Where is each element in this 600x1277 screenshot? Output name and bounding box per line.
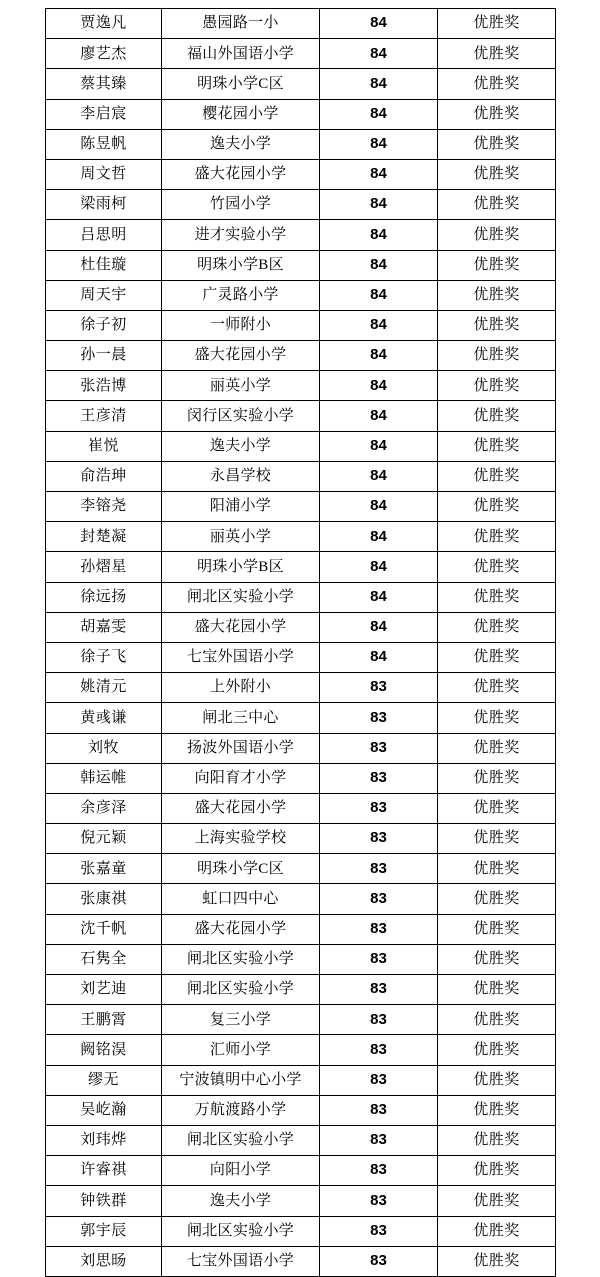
cell-score: 84: [320, 129, 438, 159]
cell-student-name: 钟铁群: [46, 1186, 162, 1216]
cell-school-name: 盛大花园小学: [162, 793, 320, 823]
cell-score: 84: [320, 310, 438, 340]
cell-student-name: 徐远扬: [46, 582, 162, 612]
cell-student-name: 俞浩珅: [46, 461, 162, 491]
cell-student-name: 余彦泽: [46, 793, 162, 823]
table-row: [46, 582, 556, 612]
cell-score: 83: [320, 1095, 438, 1125]
cell-student-name: 张康祺: [46, 884, 162, 914]
cell-award: 优胜奖: [438, 793, 556, 823]
cell-school-name: 闸北区实验小学: [162, 582, 320, 612]
cell-score: 83: [320, 944, 438, 974]
cell-school-name: 宁波镇明中心小学: [162, 1065, 320, 1095]
cell-award: 优胜奖: [438, 220, 556, 250]
cell-score: 83: [320, 1156, 438, 1186]
cell-award: 优胜奖: [438, 431, 556, 461]
cell-student-name: 崔悦: [46, 431, 162, 461]
cell-school-name: 扬波外国语小学: [162, 733, 320, 763]
cell-school-name: 向阳小学: [162, 1156, 320, 1186]
table-row: [46, 612, 556, 642]
cell-score: 83: [320, 1125, 438, 1155]
cell-award: 优胜奖: [438, 1065, 556, 1095]
cell-award: 优胜奖: [438, 461, 556, 491]
cell-award: 优胜奖: [438, 522, 556, 552]
table-row: [46, 1156, 556, 1186]
cell-score: 83: [320, 1065, 438, 1095]
table-row: [46, 220, 556, 250]
cell-school-name: 盛大花园小学: [162, 914, 320, 944]
cell-award: 优胜奖: [438, 1216, 556, 1246]
cell-award: 优胜奖: [438, 310, 556, 340]
cell-student-name: 张嘉童: [46, 854, 162, 884]
cell-award: 优胜奖: [438, 1246, 556, 1276]
table-row: [46, 1095, 556, 1125]
table-row: [46, 461, 556, 491]
cell-score: 84: [320, 220, 438, 250]
table-row: [46, 703, 556, 733]
cell-award: 优胜奖: [438, 39, 556, 69]
table-row: [46, 733, 556, 763]
cell-award: 优胜奖: [438, 944, 556, 974]
cell-school-name: 闸北区实验小学: [162, 1125, 320, 1155]
table-row: [46, 1005, 556, 1035]
table-row: [46, 159, 556, 189]
cell-award: 优胜奖: [438, 733, 556, 763]
cell-school-name: 闸北区实验小学: [162, 1216, 320, 1246]
cell-award: 优胜奖: [438, 159, 556, 189]
cell-award: 优胜奖: [438, 1005, 556, 1035]
cell-school-name: 福山外国语小学: [162, 39, 320, 69]
cell-student-name: 郭宇辰: [46, 1216, 162, 1246]
cell-score: 84: [320, 522, 438, 552]
cell-score: 84: [320, 552, 438, 582]
cell-school-name: 万航渡路小学: [162, 1095, 320, 1125]
cell-school-name: 闸北区实验小学: [162, 975, 320, 1005]
table-row: [46, 190, 556, 220]
cell-student-name: 梁雨柯: [46, 190, 162, 220]
cell-score: 84: [320, 190, 438, 220]
table-row: [46, 1065, 556, 1095]
cell-school-name: 盛大花园小学: [162, 341, 320, 371]
cell-score: 84: [320, 612, 438, 642]
cell-student-name: 封楚凝: [46, 522, 162, 552]
cell-school-name: 虹口四中心: [162, 884, 320, 914]
cell-score: 83: [320, 1216, 438, 1246]
cell-score: 84: [320, 431, 438, 461]
cell-student-name: 缪无: [46, 1065, 162, 1095]
table-row: [46, 522, 556, 552]
cell-award: 优胜奖: [438, 824, 556, 854]
table-row: [46, 492, 556, 522]
cell-student-name: 廖艺杰: [46, 39, 162, 69]
table-row: [46, 250, 556, 280]
table-row: [46, 552, 556, 582]
table-row: [46, 914, 556, 944]
cell-student-name: 刘玮烨: [46, 1125, 162, 1155]
cell-award: 优胜奖: [438, 582, 556, 612]
cell-student-name: 吕思明: [46, 220, 162, 250]
cell-student-name: 韩运帷: [46, 763, 162, 793]
cell-score: 84: [320, 341, 438, 371]
cell-student-name: 孙熠星: [46, 552, 162, 582]
cell-school-name: 盛大花园小学: [162, 612, 320, 642]
cell-school-name: 一师附小: [162, 310, 320, 340]
cell-award: 优胜奖: [438, 341, 556, 371]
cell-award: 优胜奖: [438, 401, 556, 431]
results-table: [45, 8, 556, 1277]
cell-score: 83: [320, 733, 438, 763]
cell-award: 优胜奖: [438, 642, 556, 672]
cell-score: 83: [320, 763, 438, 793]
cell-award: 优胜奖: [438, 612, 556, 642]
cell-award: 优胜奖: [438, 703, 556, 733]
cell-award: 优胜奖: [438, 673, 556, 703]
cell-school-name: 盛大花园小学: [162, 159, 320, 189]
cell-school-name: 丽英小学: [162, 522, 320, 552]
cell-score: 83: [320, 1005, 438, 1035]
cell-award: 优胜奖: [438, 371, 556, 401]
cell-score: 83: [320, 1186, 438, 1216]
cell-school-name: 闸北三中心: [162, 703, 320, 733]
cell-score: 84: [320, 99, 438, 129]
table-row: [46, 1216, 556, 1246]
table-row: [46, 9, 556, 39]
cell-student-name: 倪元颖: [46, 824, 162, 854]
cell-award: 优胜奖: [438, 884, 556, 914]
cell-student-name: 徐子初: [46, 310, 162, 340]
cell-student-name: 王鹏霄: [46, 1005, 162, 1035]
table-row: [46, 884, 556, 914]
cell-school-name: 向阳育才小学: [162, 763, 320, 793]
cell-student-name: 姚清元: [46, 673, 162, 703]
cell-award: 优胜奖: [438, 99, 556, 129]
cell-school-name: 明珠小学B区: [162, 552, 320, 582]
cell-score: 84: [320, 280, 438, 310]
cell-award: 优胜奖: [438, 9, 556, 39]
cell-school-name: 逸夫小学: [162, 1186, 320, 1216]
cell-score: 83: [320, 854, 438, 884]
cell-school-name: 樱花园小学: [162, 99, 320, 129]
cell-score: 83: [320, 793, 438, 823]
cell-student-name: 李镕尧: [46, 492, 162, 522]
cell-school-name: 竹园小学: [162, 190, 320, 220]
cell-score: 84: [320, 401, 438, 431]
cell-score: 84: [320, 642, 438, 672]
cell-score: 83: [320, 673, 438, 703]
table-row: [46, 1246, 556, 1276]
table-row: [46, 975, 556, 1005]
cell-student-name: 王彦清: [46, 401, 162, 431]
cell-score: 84: [320, 39, 438, 69]
cell-award: 优胜奖: [438, 914, 556, 944]
table-row: [46, 280, 556, 310]
table-row: [46, 431, 556, 461]
table-row: [46, 673, 556, 703]
table-row: [46, 39, 556, 69]
cell-school-name: 闸北区实验小学: [162, 944, 320, 974]
cell-award: 优胜奖: [438, 492, 556, 522]
cell-school-name: 愚园路一小: [162, 9, 320, 39]
results-table-body: [46, 9, 556, 1277]
cell-score: 84: [320, 159, 438, 189]
cell-award: 优胜奖: [438, 1156, 556, 1186]
table-row: [46, 1035, 556, 1065]
cell-student-name: 阙铭淏: [46, 1035, 162, 1065]
cell-student-name: 张浩博: [46, 371, 162, 401]
table-row: [46, 310, 556, 340]
cell-award: 优胜奖: [438, 1186, 556, 1216]
cell-award: 优胜奖: [438, 1035, 556, 1065]
table-row: [46, 1186, 556, 1216]
cell-award: 优胜奖: [438, 69, 556, 99]
cell-student-name: 黄彧谦: [46, 703, 162, 733]
cell-score: 83: [320, 884, 438, 914]
cell-student-name: 刘牧: [46, 733, 162, 763]
cell-award: 优胜奖: [438, 552, 556, 582]
cell-student-name: 孙一晨: [46, 341, 162, 371]
cell-score: 83: [320, 703, 438, 733]
cell-school-name: 闵行区实验小学: [162, 401, 320, 431]
cell-award: 优胜奖: [438, 250, 556, 280]
cell-award: 优胜奖: [438, 280, 556, 310]
cell-score: 84: [320, 492, 438, 522]
cell-student-name: 吴屹瀚: [46, 1095, 162, 1125]
cell-student-name: 徐子飞: [46, 642, 162, 672]
cell-award: 优胜奖: [438, 1095, 556, 1125]
cell-student-name: 刘思旸: [46, 1246, 162, 1276]
cell-score: 83: [320, 914, 438, 944]
cell-school-name: 进才实验小学: [162, 220, 320, 250]
cell-award: 优胜奖: [438, 763, 556, 793]
table-row: [46, 371, 556, 401]
table-row: [46, 793, 556, 823]
table-row: [46, 341, 556, 371]
cell-student-name: 刘艺迪: [46, 975, 162, 1005]
cell-score: 84: [320, 582, 438, 612]
cell-school-name: 明珠小学B区: [162, 250, 320, 280]
cell-student-name: 贾逸凡: [46, 9, 162, 39]
cell-score: 84: [320, 69, 438, 99]
cell-student-name: 石隽全: [46, 944, 162, 974]
cell-school-name: 汇师小学: [162, 1035, 320, 1065]
cell-school-name: 逸夫小学: [162, 431, 320, 461]
cell-student-name: 杜佳璇: [46, 250, 162, 280]
cell-student-name: 周文哲: [46, 159, 162, 189]
cell-school-name: 丽英小学: [162, 371, 320, 401]
table-row: [46, 69, 556, 99]
cell-score: 84: [320, 461, 438, 491]
cell-award: 优胜奖: [438, 1125, 556, 1155]
cell-school-name: 上海实验学校: [162, 824, 320, 854]
cell-award: 优胜奖: [438, 190, 556, 220]
cell-student-name: 胡嘉雯: [46, 612, 162, 642]
table-row: [46, 129, 556, 159]
cell-student-name: 周天宇: [46, 280, 162, 310]
table-row: [46, 944, 556, 974]
cell-school-name: 永昌学校: [162, 461, 320, 491]
cell-school-name: 复三小学: [162, 1005, 320, 1035]
cell-school-name: 七宝外国语小学: [162, 1246, 320, 1276]
cell-score: 84: [320, 250, 438, 280]
cell-school-name: 七宝外国语小学: [162, 642, 320, 672]
cell-award: 优胜奖: [438, 975, 556, 1005]
cell-school-name: 明珠小学C区: [162, 854, 320, 884]
cell-award: 优胜奖: [438, 129, 556, 159]
cell-student-name: 沈千帆: [46, 914, 162, 944]
cell-score: 83: [320, 975, 438, 1005]
table-row: [46, 763, 556, 793]
cell-school-name: 逸夫小学: [162, 129, 320, 159]
cell-student-name: 李启宸: [46, 99, 162, 129]
cell-school-name: 阳浦小学: [162, 492, 320, 522]
table-row: [46, 401, 556, 431]
cell-score: 84: [320, 9, 438, 39]
table-row: [46, 824, 556, 854]
cell-score: 83: [320, 1246, 438, 1276]
cell-score: 84: [320, 371, 438, 401]
cell-school-name: 上外附小: [162, 673, 320, 703]
table-row: [46, 642, 556, 672]
cell-student-name: 蔡其臻: [46, 69, 162, 99]
cell-student-name: 陈昱帆: [46, 129, 162, 159]
cell-student-name: 许睿祺: [46, 1156, 162, 1186]
table-row: [46, 99, 556, 129]
cell-school-name: 广灵路小学: [162, 280, 320, 310]
cell-score: 83: [320, 824, 438, 854]
cell-score: 83: [320, 1035, 438, 1065]
table-row: [46, 854, 556, 884]
cell-award: 优胜奖: [438, 854, 556, 884]
cell-school-name: 明珠小学C区: [162, 69, 320, 99]
table-row: [46, 1125, 556, 1155]
